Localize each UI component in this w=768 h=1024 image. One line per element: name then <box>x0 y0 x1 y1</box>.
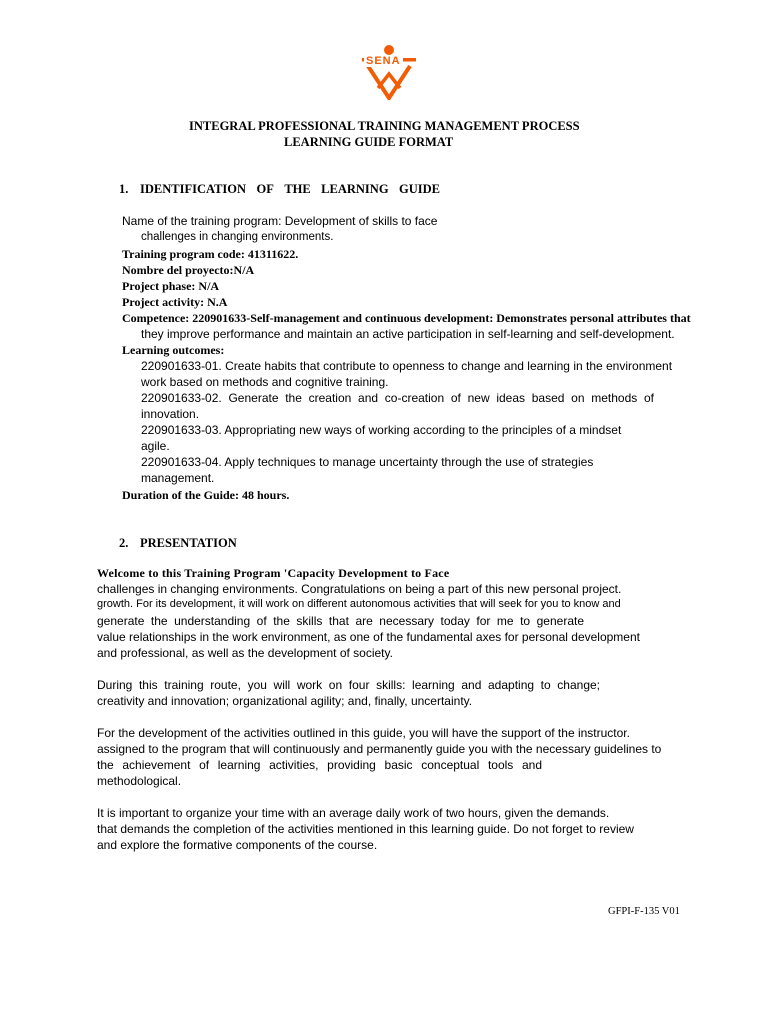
outcome-3-line1: 220901633-03. Appropriating new ways of working according to the principles of a mindset <box>141 423 622 437</box>
outcome-1-line2: work based on methods and cognitive training. <box>141 375 389 389</box>
footer-form-code: GFPI-F-135 V01 <box>608 906 680 917</box>
presentation-p3-line2: assigned to the program that will continuously and permanently guide you with the necessary guidelines to <box>97 742 662 756</box>
outcome-2-line2: innovation. <box>141 407 200 421</box>
project-name-text: Nombre del proyecto:N/A <box>122 263 255 277</box>
sena-logo-text: SENA <box>366 55 401 67</box>
outcome-3-line2: agile. <box>141 439 170 453</box>
program-code-item <box>119 247 298 262</box>
duration-text: Duration of the Guide: 48 hours. <box>122 488 290 502</box>
presentation-p1-line4: value relationships in the work environment, as one of the fundamental axes for personal development <box>97 630 640 644</box>
duration-item <box>119 488 289 503</box>
section1-word: THE <box>284 182 311 196</box>
project-name-item <box>119 263 254 278</box>
header-title-line1: INTEGRAL PROFESSIONAL TRAINING MANAGEMENT PROCESS <box>189 119 580 133</box>
section1-word: GUIDE <box>399 182 440 196</box>
section2-heading: PRESENTATION <box>140 536 237 550</box>
section2-number: 2. <box>119 536 129 550</box>
sena-logo <box>360 44 418 100</box>
project-phase-text: Project phase: N/A <box>122 279 220 293</box>
section1-heading <box>140 182 440 197</box>
presentation-p4-line2: that demands the completion of the activities mentioned in this learning guide. Do not forget to review <box>97 822 634 836</box>
section1-word: LEARNING <box>321 182 389 196</box>
presentation-p4-line1: It is important to organize your time with an average daily work of two hours, given the demands. <box>97 806 610 820</box>
presentation-p1-line1: challenges in changing environments. Congratulations on being a part of this new personal project. <box>97 582 622 596</box>
presentation-p3-line4: methodological. <box>97 774 182 788</box>
competence-text-cont: they improve performance and maintain an active participation in self-learning and self-development. <box>141 327 675 341</box>
competence-text: Competence: 220901633-Self-management and continuous development: Demonstrates personal attributes that <box>122 311 691 325</box>
program-code-text: Training program code: 41311622. <box>122 247 299 261</box>
competence-item <box>119 311 691 326</box>
presentation-p1-line3: generate the understanding of the skills that are necessary today for me to generate <box>97 614 584 628</box>
presentation-p1-line5: and professional, as well as the development of society. <box>97 646 393 660</box>
section1-word: IDENTIFICATION <box>140 182 247 196</box>
outcome-2-line1: 220901633-02. Generate the creation and co-creation of new ideas based on methods of <box>141 391 654 405</box>
learning-outcomes-label: Learning outcomes: <box>122 343 225 357</box>
sena-logo-graphic <box>360 44 418 100</box>
outcome-1-line1: 220901633-01. Create habits that contribute to openness to change and learning in the environment <box>141 359 673 373</box>
presentation-p4-line3: and explore the formative components of the course. <box>97 838 378 852</box>
outcome-4-line2: management. <box>141 471 215 485</box>
presentation-p1-line2: growth. For its development, it will work on different autonomous activities that will seek for you to know and <box>97 598 621 610</box>
presentation-p3-line1: For the development of the activities outlined in this guide, you will have the support of the instructor. <box>97 726 630 740</box>
program-name-text-cont: challenges in changing environments. <box>141 231 334 243</box>
presentation-p3-line3: the achievement of learning activities, providing basic conceptual tools and <box>97 758 542 772</box>
section1-number: 1. <box>119 182 129 196</box>
project-phase-item <box>119 279 219 294</box>
project-activity-text: Project activity: N.A <box>122 295 228 309</box>
program-name-item <box>119 214 437 228</box>
project-activity-item <box>119 295 227 310</box>
header-title-line2: LEARNING GUIDE FORMAT <box>284 135 454 149</box>
section1-word: OF <box>256 182 274 196</box>
presentation-p2-line1: During this training route, you will work on four skills: learning and adapting to change; <box>97 678 600 692</box>
outcome-4-line1: 220901633-04. Apply techniques to manage uncertainty through the use of strategies <box>141 455 594 469</box>
presentation-p2-line2: creativity and innovation; organizational agility; and, finally, uncertainty. <box>97 694 473 708</box>
welcome-line: Welcome to this Training Program 'Capacity Development to Face <box>97 566 450 580</box>
learning-outcomes-item <box>119 343 224 358</box>
program-name-text: Name of the training program: Development of skills to face <box>122 214 438 228</box>
